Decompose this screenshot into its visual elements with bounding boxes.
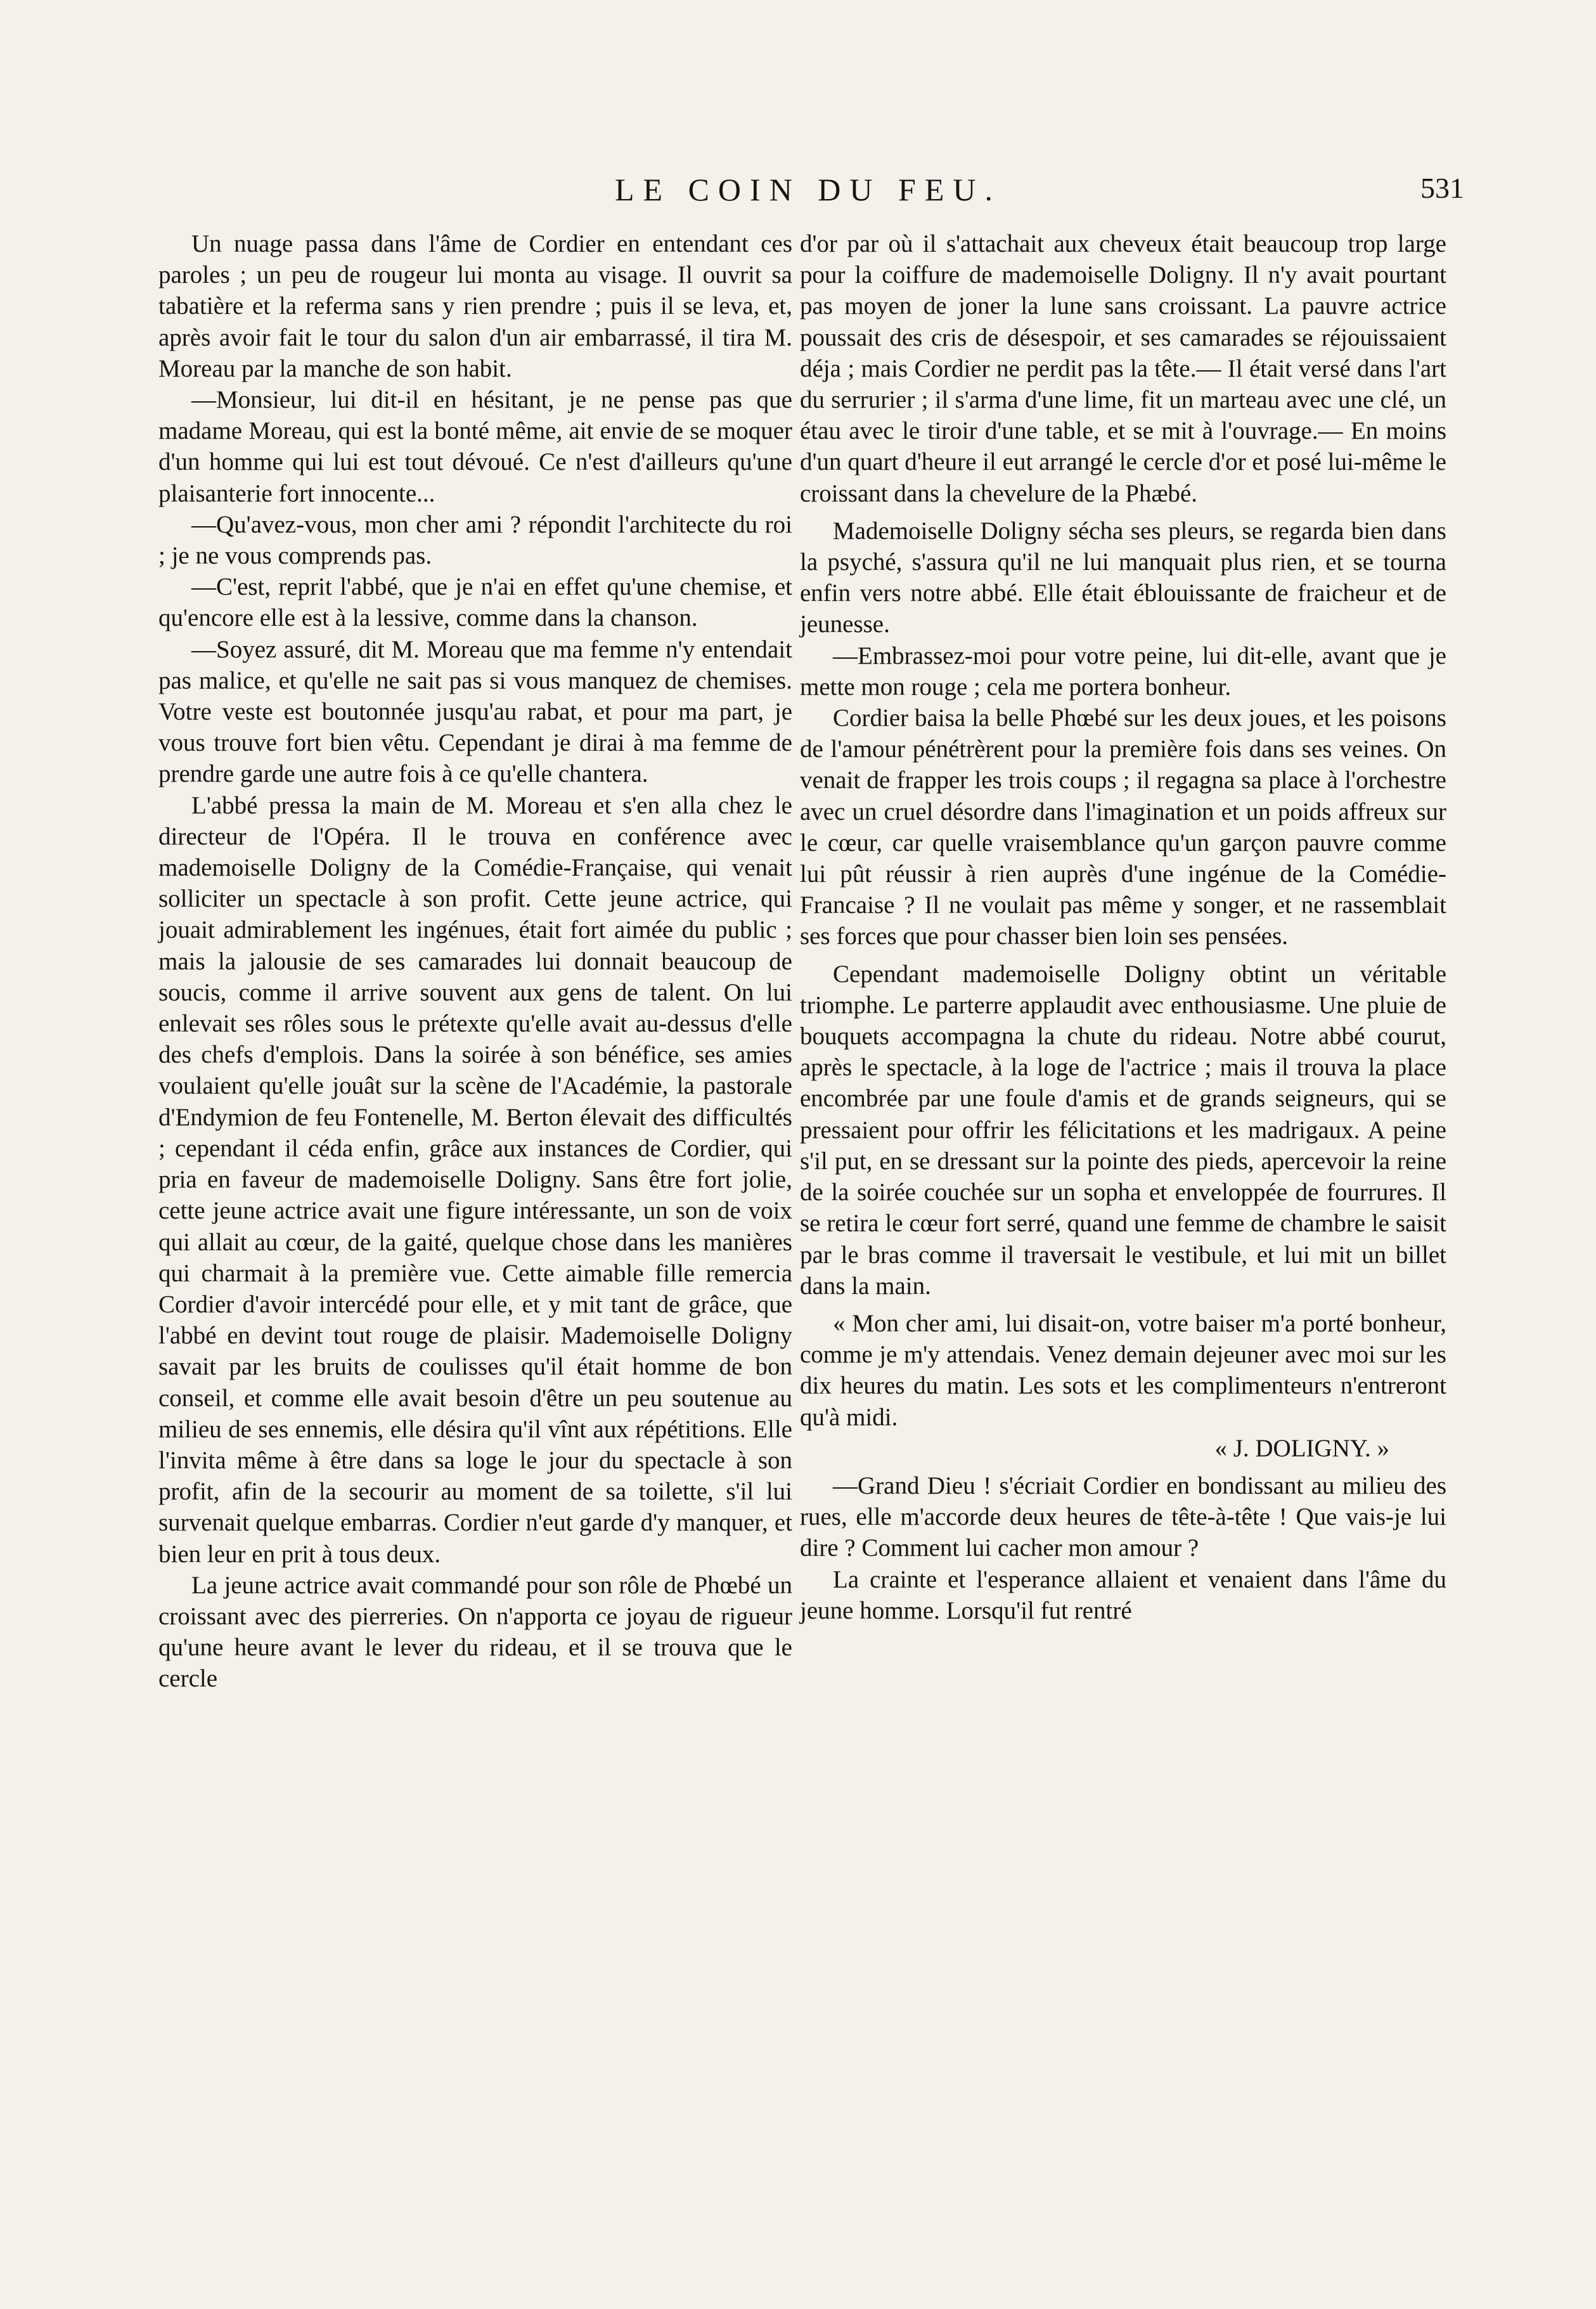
paragraph: La jeune actrice avait commandé pour son rôle de Phœbé un croissant avec des pierreries. On n'apporta ce joyau de rigueur qu'une heure avant le lever du rideau, et il se trouva que le cercle bbox=[158, 1571, 792, 1693]
right-column bbox=[800, 228, 1446, 1626]
paragraph: —Soyez assuré, dit M. Moreau que ma femme n'y entendait pas malice, et qu'elle ne sait pas si vous manquez de chemises. Votre veste est boutonnée jusqu'au rabat, et pour ma part, je vous trouve fort bien vêtu. Cependant je dirai à ma femme de prendre garde une autre fois à ce qu'elle chantera. bbox=[158, 635, 792, 788]
paragraph: Cependant mademoiselle Doligny obtint un véritable triomphe. Le parterre applaudit avec enthousiasme. Une pluie de bouquets accompagna la chute du rideau. Notre abbé courut, après le spectacle, à la loge de l'actrice ; mais il trouva la place encombrée par une foule d'amis et de grands seigneurs, qui se pressaient pour offrir les félicitations et les madrigaux. A peine s'il put, en se dressant sur la pointe des pieds, apercevoir la reine de la soirée couchée sur un sopha et enveloppée de fourrures. Il se retira le cœur fort serré, quand une femme de chambre le saisit par le bras comme il traversait le vestibule, et lui mit un billet dans la main. bbox=[800, 960, 1446, 1300]
paragraph: —C'est, reprit l'abbé, que je n'ai en effet qu'une chemise, et qu'encore elle est à la lessive, comme dans la chanson. bbox=[158, 573, 792, 632]
paragraph: —Embrassez-moi pour votre peine, lui dit-elle, avant que je mette mon rouge ; cela me portera bonheur. bbox=[800, 642, 1446, 701]
page-number: 531 bbox=[1420, 172, 1464, 204]
letter-signature: « J. DOLIGNY. » bbox=[1214, 1434, 1389, 1462]
left-column bbox=[158, 228, 792, 1695]
paragraph: Mademoiselle Doligny sécha ses pleurs, se regarda bien dans la psyché, s'assura qu'il ne lui manquait plus rien, et se tourna enfin vers notre abbé. Elle était éblouissante de fraicheur et de jeunesse. bbox=[800, 517, 1446, 638]
paragraph: —Qu'avez-vous, mon cher ami ? répondit l'architecte du roi ; je ne vous comprends pas. bbox=[158, 510, 792, 570]
letter-paragraph: « Mon cher ami, lui disait-on, votre baiser m'a porté bonheur, comme je m'y attendais. Venez demain dejeuner avec moi sur les dix heures du matin. Les sots et les complimenteurs n'entreront qu'à midi. bbox=[800, 1309, 1446, 1431]
paragraph: Cordier baisa la belle Phœbé sur les deux joues, et les poisons de l'amour pénétrèrent pour la première fois dans ses veines. On venait de frapper les trois coups ; il regagna sa place à l'orchestre avec un cruel désordre dans l'imagination et un poids affreux sur le cœur, car quelle vraisemblance qu'un garçon pauvre comme lui pût réussir à rien auprès d'une ingénue de la Comédie-Francaise ? Il ne voulait pas même y songer, et ne rassemblait ses forces que pour chasser bien loin ses pensées. bbox=[800, 704, 1446, 950]
running-header bbox=[152, 171, 1464, 222]
paragraph: —Monsieur, lui dit-il en hésitant, je ne pense pas que madame Moreau, qui est la bonté même, ait envie de se moquer d'un homme qui lui est tout dévoué. Ce n'est d'ailleurs qu'une plaisanterie fort innocente... bbox=[158, 386, 792, 507]
paragraph: L'abbé pressa la main de M. Moreau et s'en alla chez le directeur de l'Opéra. Il le trouva en conférence avec mademoiselle Doligny de la Comédie-Française, qui venait solliciter un spectacle à son profit. Cette jeune actrice, qui jouait admirablement les ingénues, était fort aimée du public ; mais la jalousie de ses camarades lui donnait beaucoup de soucis, comme il arrive souvent aux gens de talent. On lui enlevait ses rôles sous le prétexte qu'elle avait au-dessus d'elle des chefs d'emplois. Dans la soirée à son bénéfice, ses amies voulaient qu'elle jouât sur la scène de l'Académie, la pastorale d'Endymion de feu Fontenelle, M. Berton élevait des difficultés ; cependant il céda enfin, grâce aux instances de Cordier, qui pria en faveur de mademoiselle Doligny. Sans être fort jolie, cette jeune actrice avait une figure intéressante, un son de voix qui allait au cœur, de la gaité, quelque chose dans les manières qui charmait à la première vue. Cette aimable fille remercia Cordier d'avoir intercédé pour elle, et y mit tant de grâce, que l'abbé en devint tout rouge de plaisir. Mademoiselle Doligny savait par les bruits de coulisses qu'il était homme de bon conseil, et comme elle avait besoin d'être un peu soutenue au milieu de ses ennemis, elle désira qu'il vînt aux répétitions. Elle l'invita même à être dans sa loge le jour du spectacle à son profit, afin de la secourir au moment de sa toilette, s'il lui survenait quelque embarras. Cordier n'eut garde d'y manquer, et bien leur en prit à tous deux. bbox=[158, 791, 792, 1568]
running-title: LE COIN DU FEU. bbox=[615, 172, 1001, 207]
paragraph: Un nuage passa dans l'âme de Cordier en entendant ces paroles ; un peu de rougeur lui monta au visage. Il ouvrit sa tabatière et la referma sans y rien prendre ; puis il se leva, et, après avoir fait le tour du salon d'un air embarrassé, il tira M. Moreau par la manche de son habit. bbox=[158, 230, 792, 382]
paragraph: La crainte et l'esperance allaient et venaient dans l'âme du jeune homme. Lorsqu'il fut rentré bbox=[800, 1565, 1446, 1624]
paragraph: —Grand Dieu ! s'écriait Cordier en bondissant au milieu des rues, elle m'accorde deux heures de tête-à-tête ! Que vais-je lui dire ? Comment lui cacher mon amour ? bbox=[800, 1471, 1446, 1562]
paragraph: d'or par où il s'attachait aux cheveux était beaucoup trop large pour la coiffure de mademoiselle Doligny. Il n'y avait pourtant pas moyen de joner la lune sans croissant. La pauvre actrice poussait des cris de désespoir, et ses camarades se réjouissaient déja ; mais Cordier ne perdit pas la tête.— Il était versé dans l'art du serrurier ; il s'arma d'une lime, fit un marteau avec une clé, un étau avec le tiroir d'une table, et se mit à l'ouvrage.— En moins d'un quart d'heure il eut arrangé le cercle d'or et posé lui-même le croissant dans la chevelure de la Phæbé. bbox=[800, 230, 1446, 507]
